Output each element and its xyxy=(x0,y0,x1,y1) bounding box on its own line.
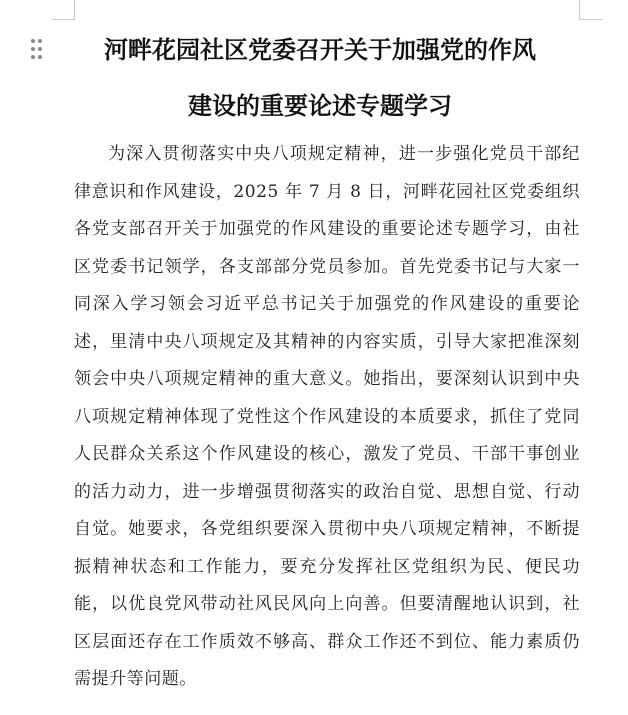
page-corner-mark-top-left xyxy=(52,19,74,20)
page-corner-mark-top-right xyxy=(580,19,602,20)
document-body-paragraph: 为深入贯彻落实中央八项规定精神，进一步强化党员干部纪律意识和作风建设，2025 年 7 月 8 日，河畔花园社区党委组织各党支部召开关于加强党的作风建设的重要论述专题学习，由社区党委书记领学，各支部部分党员参加。首先党委书记与大家一同深入学习领会习近平总书记关于加强党的作风建设的重要论述，里清中央八项规定及其精神的内容实质，引导大家把准深刻领会中央八项规定精神的重大意义。她指出，要深刻认识到中央八项规定精神体现了党性这个作风建设的本质要求，抓住了党同人民群众关系这个作风建设的核心，激发了党员、干部干事创业的活力动力，进一步增强贯彻落实的政治自觉、思想自觉、行动自觉。她要求，各党组织要深入贯彻中央八项规定精神，不断提振精神状态和工作能力，要充分发挥社区党组织为民、便民功能，以优良党风带动社风民风向上向善。但要清醒地认识到，社区层面还存在工作质效不够高、群众工作还不到位、能力素质仍需提升等问题。 xyxy=(74,144,580,689)
document-title-line-2: 建设的重要论述专题学习 xyxy=(188,92,452,120)
page-corner-mark-top-left xyxy=(74,0,75,20)
page-corner-mark-top-right xyxy=(579,0,580,20)
document-title-line-1: 河畔花园社区党委召开关于加强党的作风 xyxy=(104,36,536,64)
drag-handle-icon[interactable] xyxy=(30,38,44,60)
